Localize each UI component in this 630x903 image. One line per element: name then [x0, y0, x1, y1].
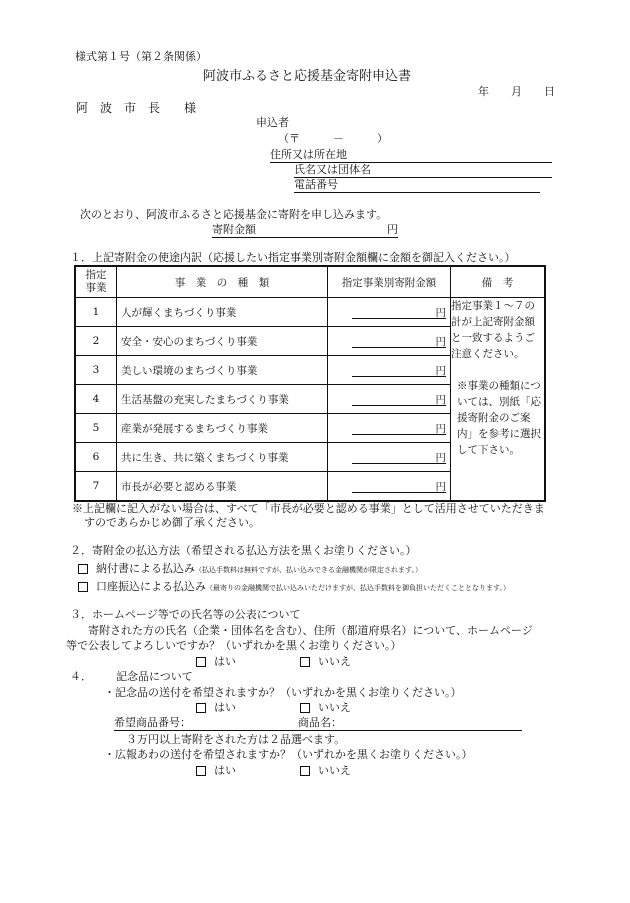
row-amount-field[interactable]: 円	[328, 443, 451, 472]
applicant-label: 申込者	[256, 116, 289, 129]
table-footnote-line2: すのであらかじめ御了承ください。	[84, 516, 260, 529]
header-project-type: 事 業 の 種 類	[117, 266, 328, 298]
header-amount: 指定事業別寄附金額	[328, 266, 451, 298]
section4-title: 記念品について	[116, 670, 193, 683]
row-amount-field[interactable]: 円	[328, 327, 451, 356]
postal-code-field[interactable]: （〒 － ）	[278, 132, 388, 145]
checkbox-icon[interactable]	[78, 564, 88, 574]
row-amount-field[interactable]: 円	[328, 414, 451, 443]
donation-amount-field[interactable]	[212, 221, 398, 238]
form-number: 様式第１号（第２条関係）	[75, 50, 207, 63]
section2-title: ２．寄附金の払込方法（希望される払込方法を黒くお塗りください。）	[70, 544, 417, 557]
row-project-name: 美しい環境のまちづくり事業	[117, 356, 328, 385]
row-project-name: 共に生き、共に築くまちづくり事業	[117, 443, 328, 472]
donation-amount-label: 寄附金額	[212, 223, 256, 236]
row-project-name: 人が輝くまちづくり事業	[117, 298, 328, 327]
checkbox-icon[interactable]	[196, 766, 206, 776]
item-name-label: 商品名：	[298, 716, 342, 729]
payment-option-transfer[interactable]	[78, 578, 510, 594]
checkbox-icon[interactable]	[300, 657, 310, 667]
row-project-name: 生活基盤の充実したまちづくり事業	[117, 385, 328, 414]
row-number: 4	[75, 385, 117, 414]
checkbox-icon[interactable]	[196, 703, 206, 713]
section3-question-line1: 寄附された方の氏名（企業・団体名を含む）、住所（都道府県名）について、ホームページ	[88, 624, 533, 637]
header-project-number: 指定 事業	[75, 266, 117, 298]
table-footnote-line1: ※上記欄に記入がない場合は、すべて「市長が必要と認める事業」として活用させていただきま	[72, 502, 545, 515]
row-number: 7	[75, 472, 117, 502]
newsletter-yes-option[interactable]: はい	[196, 762, 236, 778]
gift-item-fields[interactable]	[114, 714, 522, 731]
page-title: 阿波市ふるさと応援基金寄附申込書	[203, 69, 412, 84]
checkbox-icon[interactable]	[300, 766, 310, 776]
row-amount-field[interactable]: 円	[328, 472, 451, 502]
header-remarks: 備 考	[451, 266, 546, 298]
publish-no-option[interactable]: いいえ	[300, 653, 351, 669]
invoice-label: 納付書による払込み	[96, 562, 195, 575]
row-amount-field[interactable]: 円	[328, 298, 451, 327]
checkbox-icon[interactable]	[300, 703, 310, 713]
usage-table	[74, 265, 546, 502]
newsletter-no-option[interactable]: いいえ	[300, 762, 351, 778]
row-project-name: 産業が発展するまちづくり事業	[117, 414, 328, 443]
publish-yes-option[interactable]: はい	[196, 653, 236, 669]
table-row	[75, 298, 545, 327]
remarks-total-note: 指定事業１～７の計が上記寄附金額と一致するようご注意ください。	[451, 300, 535, 360]
address-label: 住所又は所在地	[270, 148, 347, 161]
row-number: 2	[75, 327, 117, 356]
transfer-label: 口座振込による払込み	[96, 580, 206, 593]
section3-question-line2: 等で公表してよろしいですか？（いずれかを黒くお塗りください。）	[66, 639, 402, 652]
section1-title: １．上記寄附金の使途内訳（応援したい指定事業別寄附金額欄に金額を御記入ください。）	[70, 251, 516, 264]
newsletter-question: ・広報あわの送付を希望されますか？（いずれかを黒くお塗りください。）	[104, 748, 473, 761]
remarks-selection-note: ※事業の種類については、別紙「応援寄附金のご案内」を参考に選択して下さい。	[457, 380, 541, 456]
remarks-cell	[451, 298, 546, 502]
gift-yes-option[interactable]: はい	[196, 699, 236, 715]
row-project-name: 市長が必要と認める事業	[117, 472, 328, 502]
row-number: 1	[75, 298, 117, 327]
checkbox-icon[interactable]	[196, 657, 206, 667]
checkbox-icon[interactable]	[78, 582, 88, 592]
payment-option-invoice[interactable]	[78, 560, 422, 576]
gift-note: ３万円以上寄附をされた方は２品選べます。	[126, 733, 346, 746]
addressee: 阿 波 市 長 様	[76, 101, 197, 115]
transfer-note: （最寄りの金融機関で払い込みいただけますが、払込手数料を御負担いただくこととなります。）	[206, 584, 510, 592]
row-project-name: 安全・安心のまちづくり事業	[117, 327, 328, 356]
phone-label: 電話番号	[294, 178, 338, 191]
item-number-label: 希望商品番号：	[114, 716, 191, 729]
section3-title: ３．ホームページ等での氏名等の公表について	[70, 608, 301, 621]
invoice-note: （払込手数料は無料ですが、払い込みできる金融機関が限定されます。）	[195, 566, 422, 574]
row-number: 5	[75, 414, 117, 443]
date-field[interactable]: 年 月 日	[478, 85, 555, 98]
section4-number: ４．	[70, 670, 92, 683]
row-number: 6	[75, 443, 117, 472]
intro-text: 次のとおり、阿波市ふるさと応援基金に寄附を申し込みます。	[80, 208, 388, 221]
row-number: 3	[75, 356, 117, 385]
gift-question: ・記念品の送付を希望されますか？（いずれかを黒くお塗りください。）	[104, 686, 462, 699]
gift-no-option[interactable]: いいえ	[300, 699, 351, 715]
row-amount-field[interactable]: 円	[328, 385, 451, 414]
name-label: 氏名又は団体名	[294, 163, 371, 176]
yen-unit: 円	[387, 223, 398, 236]
row-amount-field[interactable]: 円	[328, 356, 451, 385]
phone-field[interactable]	[294, 176, 540, 193]
